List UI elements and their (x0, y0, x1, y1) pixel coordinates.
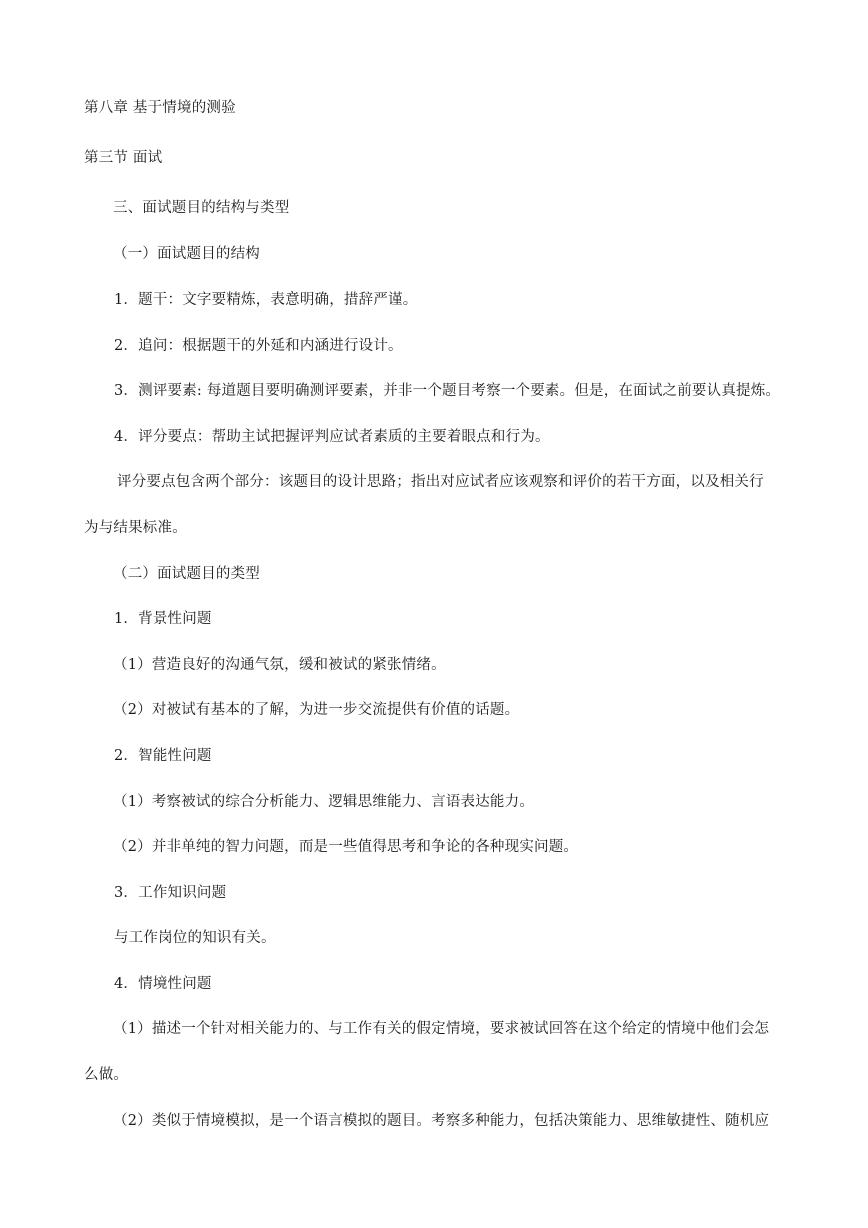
list-item: （1）营造良好的沟通气氛，缓和被试的紧张情绪。 (113, 657, 446, 673)
sub-heading-types: （二）面试题目的类型 (113, 566, 260, 582)
list-item: 4．评分要点：帮助主试把握评判应试者素质的主要着眼点和行为。 (114, 429, 550, 445)
paragraph-line: （1）描述一个针对相关能力的、与工作有关的假定情境，要求被试回答在这个给定的情境中他们会怎 (113, 1021, 770, 1037)
type-heading: 2．智能性问题 (114, 748, 212, 764)
list-item: （1）考察被试的综合分析能力、逻辑思维能力、言语表达能力。 (113, 794, 535, 810)
type-heading: 4．情境性问题 (114, 976, 212, 992)
list-item: 1．题干：文字要精炼，表意明确，措辞严谨。 (114, 292, 418, 308)
paragraph-line: 评分要点包含两个部分：该题目的设计思路；指出对应试者应该观察和评价的若干方面，以及相关行 (117, 474, 764, 490)
type-heading: 3．工作知识问题 (114, 885, 227, 901)
list-item: （2）对被试有基本的了解，为进一步交流提供有价值的话题。 (113, 702, 520, 718)
type-heading: 1．背景性问题 (114, 611, 212, 627)
list-item: （2）并非单纯的智力问题，而是一些值得思考和争论的各种现实问题。 (113, 839, 579, 855)
sub-heading-structure: （一）面试题目的结构 (113, 246, 260, 262)
section-title: 第三节 面试 (84, 150, 163, 166)
list-item: 3．测评要素: 每道题目要明确测评要素，并非一个题目考察一个要素。但是，在面试之前要认真提炼。 (114, 383, 781, 399)
paragraph-line: 为与结果标准。 (84, 520, 187, 536)
part-heading: 三、面试题目的结构与类型 (113, 200, 290, 216)
chapter-title: 第八章 基于情境的测验 (84, 100, 236, 116)
paragraph-line: （2）类似于情境模拟，是一个语言模拟的题目。考察多种能力，包括决策能力、思维敏捷性、随机应 (113, 1113, 770, 1129)
list-item: 2．追问：根据题干的外延和内涵进行设计。 (114, 338, 403, 354)
paragraph-line: 么做。 (84, 1067, 129, 1083)
paragraph-line: 与工作岗位的知识有关。 (114, 930, 276, 946)
